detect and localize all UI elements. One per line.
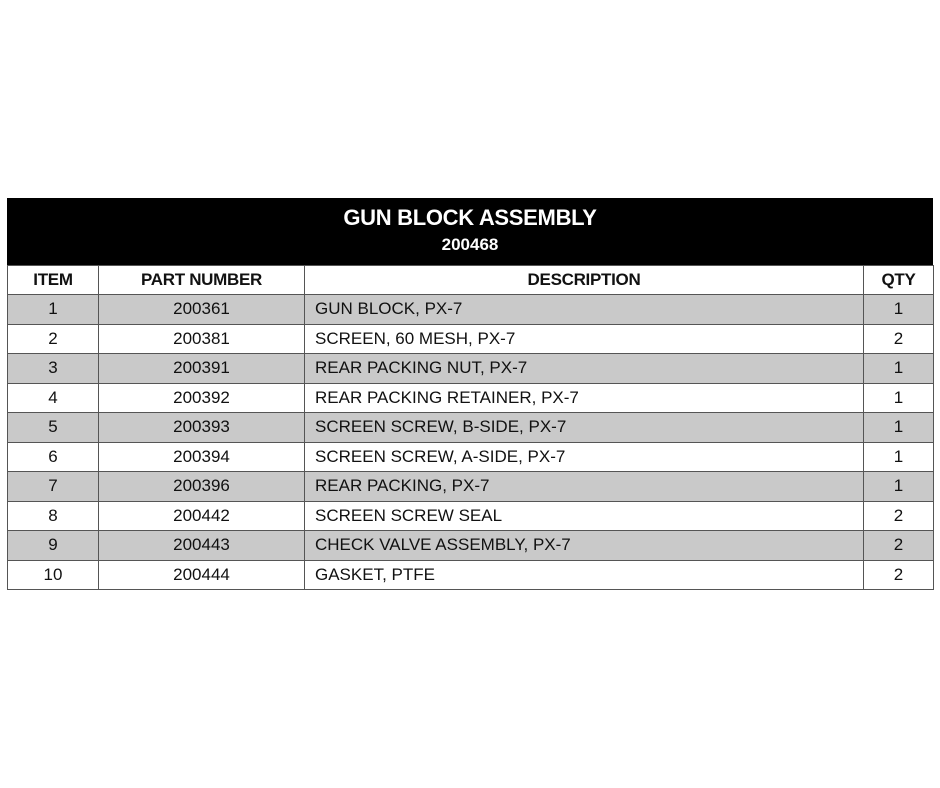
item-cell: 1: [8, 295, 99, 325]
description-cell: REAR PACKING NUT, PX-7: [305, 354, 864, 384]
table-row: [8, 383, 934, 413]
table-row: [8, 560, 934, 590]
column-header-part-number: PART NUMBER: [99, 266, 305, 295]
part-number-cell: 200393: [99, 413, 305, 443]
qty-cell: 2: [864, 324, 934, 354]
description-cell: GASKET, PTFE: [305, 560, 864, 590]
qty-cell: 1: [864, 413, 934, 443]
table-row: [8, 472, 934, 502]
qty-cell: 1: [864, 295, 934, 325]
qty-cell: 1: [864, 354, 934, 384]
parts-table: [7, 265, 934, 590]
description-cell: SCREEN, 60 MESH, PX-7: [305, 324, 864, 354]
item-cell: 10: [8, 560, 99, 590]
part-number-cell: 200392: [99, 383, 305, 413]
qty-cell: 2: [864, 501, 934, 531]
header-row: [8, 266, 934, 295]
item-cell: 2: [8, 324, 99, 354]
title-band: [7, 198, 933, 265]
assembly-title: GUN BLOCK ASSEMBLY: [343, 205, 597, 230]
part-number-cell: 200394: [99, 442, 305, 472]
column-header-item: ITEM: [8, 266, 99, 295]
item-cell: 6: [8, 442, 99, 472]
item-cell: 8: [8, 501, 99, 531]
table-row: [8, 354, 934, 384]
description-cell: SCREEN SCREW, A-SIDE, PX-7: [305, 442, 864, 472]
assembly-number: 200468: [441, 235, 499, 254]
part-number-cell: 200361: [99, 295, 305, 325]
column-header-description: DESCRIPTION: [305, 266, 864, 295]
table-row: [8, 531, 934, 561]
item-cell: 5: [8, 413, 99, 443]
table-row: [8, 501, 934, 531]
description-cell: GUN BLOCK, PX-7: [305, 295, 864, 325]
parts-list: [7, 198, 933, 590]
part-number-cell: 200444: [99, 560, 305, 590]
item-cell: 7: [8, 472, 99, 502]
item-cell: 9: [8, 531, 99, 561]
qty-cell: 1: [864, 383, 934, 413]
item-cell: 3: [8, 354, 99, 384]
table-row: [8, 295, 934, 325]
qty-cell: 1: [864, 472, 934, 502]
table-row: [8, 324, 934, 354]
part-number-cell: 200381: [99, 324, 305, 354]
description-cell: CHECK VALVE ASSEMBLY, PX-7: [305, 531, 864, 561]
table-row: [8, 442, 934, 472]
description-cell: REAR PACKING, PX-7: [305, 472, 864, 502]
qty-cell: 2: [864, 531, 934, 561]
table-row: [8, 413, 934, 443]
part-number-cell: 200396: [99, 472, 305, 502]
description-cell: SCREEN SCREW, B-SIDE, PX-7: [305, 413, 864, 443]
description-cell: SCREEN SCREW SEAL: [305, 501, 864, 531]
column-header-qty: QTY: [864, 266, 934, 295]
qty-cell: 1: [864, 442, 934, 472]
part-number-cell: 200443: [99, 531, 305, 561]
qty-cell: 2: [864, 560, 934, 590]
description-cell: REAR PACKING RETAINER, PX-7: [305, 383, 864, 413]
part-number-cell: 200442: [99, 501, 305, 531]
part-number-cell: 200391: [99, 354, 305, 384]
item-cell: 4: [8, 383, 99, 413]
